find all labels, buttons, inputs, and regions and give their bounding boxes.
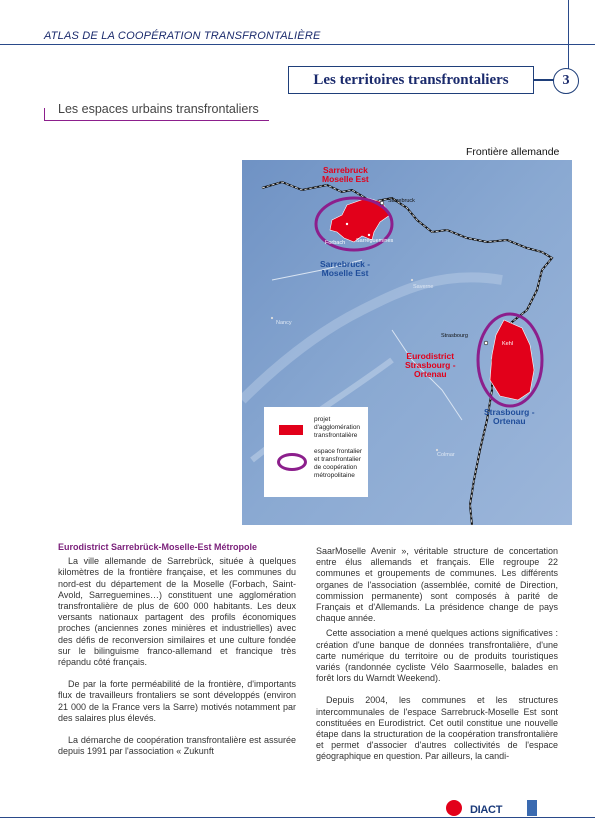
city-dot-forbach bbox=[346, 223, 348, 225]
article-column-2 bbox=[316, 546, 558, 763]
caisse-depots-logo bbox=[446, 800, 462, 816]
city-label-colmar: Colmar bbox=[437, 452, 455, 458]
paragraph: Depuis 2004, les communes et les structures intercommunales de l'espace Sarrebruck-Moselle Est sont constituées en Eurodistrict. Cet outil constitue une nouvelle étape dans la structuration de la coopération transfrontalière et permet d'associer d'autres collectivités de l'espace géographique en question. Par ailleurs, la candi- bbox=[316, 695, 558, 762]
map-legend bbox=[264, 407, 368, 497]
chapter-connector bbox=[534, 79, 554, 81]
diact-logo: DIACT bbox=[470, 804, 503, 816]
article-heading: Eurodistrict Sarrebrück-Moselle-Est Métropole bbox=[58, 542, 258, 552]
paragraph: La ville allemande de Sarrebrück, située à quelques kilomètres de la frontière française, et les communes du nord-est du département de la Moselle (Forbach, Saint-Avold, Sarreguemines…) constituent une agglomération transfrontalière de plus de 600 000 habitants. Les deux versants nationaux partagent des profils économiques proches (anciennes zones minières et industrielles) avec des défis de reconversion similaires et une culture fondée sur le bilinguisme franco-allemand et francique très répandu côté français. bbox=[58, 556, 296, 668]
paragraph: La démarche de coopération transfrontalière est assurée depuis 1991 par l'association « Zukunft bbox=[58, 735, 296, 757]
city-label-sarreguemines: Sarreguemines bbox=[356, 238, 394, 244]
city-label-saverne: Saverne bbox=[413, 284, 434, 290]
article-column-1 bbox=[58, 542, 296, 757]
city-dot-strasbourg bbox=[484, 341, 488, 345]
legend-label-agglomeration: projet d'agglomération transfrontalière bbox=[314, 416, 361, 439]
city-dot-nancy bbox=[271, 317, 273, 319]
subtitle-underline bbox=[44, 120, 269, 121]
legend-swatch-cooperation bbox=[277, 453, 307, 471]
header-vertical-rule bbox=[568, 0, 569, 70]
city-dot-sarrebruck bbox=[380, 201, 384, 205]
city-label-nancy: Nancy bbox=[276, 320, 292, 326]
label-saar-espace: Sarrebruck - Moselle Est bbox=[320, 259, 371, 278]
city-label-strasbourg: Strasbourg bbox=[441, 333, 468, 339]
city-dot-saverne bbox=[411, 279, 413, 281]
header-rule bbox=[0, 44, 595, 45]
footer-rule bbox=[0, 817, 595, 818]
section-title-box bbox=[288, 66, 534, 94]
label-strasbourg-espace: Strasbourg - Ortenau bbox=[484, 407, 535, 426]
city-label-sarrebruck: Sarrebruck bbox=[388, 198, 415, 204]
legend-swatch-agglomeration bbox=[279, 425, 303, 435]
subtitle-tick bbox=[44, 108, 45, 120]
section-title: Les territoires transfrontaliers bbox=[313, 72, 509, 88]
mot-logo bbox=[527, 800, 537, 816]
map-caption: Frontière allemande bbox=[466, 146, 560, 158]
legend-label-cooperation: espace frontalier et transfrontalier de coopération métropolitaine bbox=[314, 448, 363, 479]
atlas-title: ATLAS DE LA COOPÉRATION TRANSFRONTALIÈRE bbox=[44, 30, 321, 42]
page-subtitle: Les espaces urbains transfrontaliers bbox=[58, 102, 259, 116]
paragraph: De par la forte perméabilité de la frontière, d'importants flux de travailleurs frontaliers se sont développés (environ 21 000 de la France vers la Sarre) motivés notamment par des salaires plus élevés. bbox=[58, 679, 296, 723]
city-label-forbach: Forbach bbox=[325, 240, 346, 246]
label-strasbourg-project: Eurodistrict Strasbourg - Ortenau bbox=[405, 351, 456, 379]
city-dot-sarreguemines bbox=[368, 234, 370, 236]
city-dot-colmar bbox=[436, 449, 438, 451]
paragraph: Cette association a mené quelques actions significatives : création d'une banque de données transfrontalière, d'une carte numérique du territoire ou de produits touristiques variés (randonnée cycliste Vélo Saarmoselle, balades en forêt lors du Warndt Weekend). bbox=[316, 628, 558, 684]
chapter-number: 3 bbox=[553, 68, 579, 94]
label-saar-project: Sarrebruck Moselle Est bbox=[322, 165, 369, 184]
city-label-kehl: Kehl bbox=[502, 341, 514, 347]
paragraph: SaarMoselle Avenir », véritable structure de concertation entre élus allemands et français. Elle regroupe 22 communes et groupements de communes. Les différents organes de l'association (assemblée, comité de Direction, commission permanente) sont composés à parité de Français et d'Allemands. La présidence change de pays chaque année. bbox=[316, 546, 558, 624]
